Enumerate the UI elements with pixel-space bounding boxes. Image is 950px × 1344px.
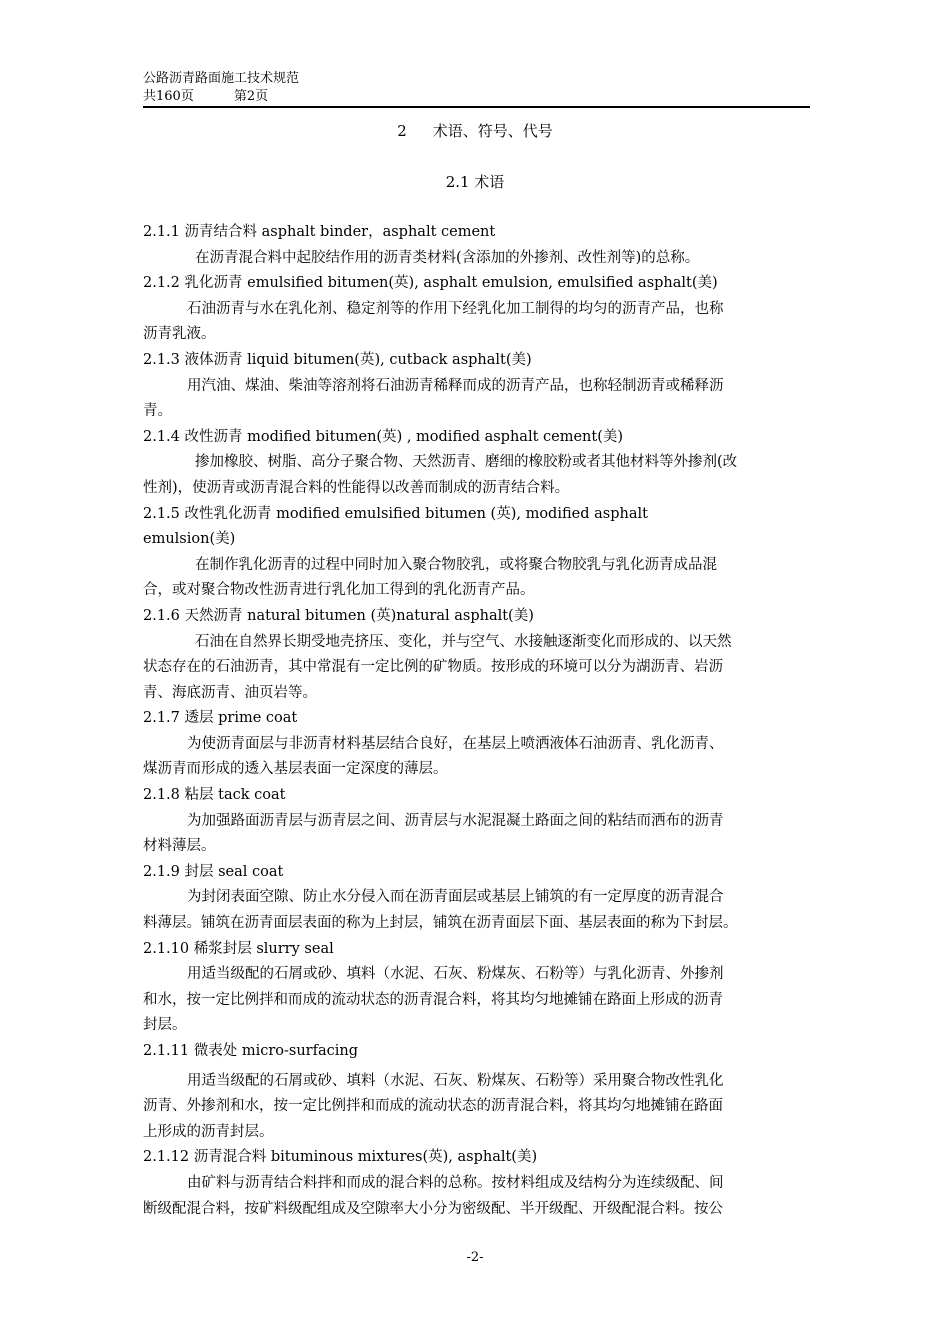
term-heading: 2.1.2 乳化沥青 emulsified bitumen(英), asphalt emulsion, emulsified asphalt(美) <box>143 275 718 292</box>
chapter-number: 2 <box>397 122 407 140</box>
running-header-pages <box>143 89 268 105</box>
term-heading: 2.1.11 微表处 micro-surfacing <box>143 1043 359 1059</box>
term-heading: 2.1.8 粘层 tack coat <box>143 787 286 804</box>
current-page: 第2页 <box>233 89 269 104</box>
definition-line: 青、海底沥青、油页岩等。 <box>143 684 317 701</box>
term-heading: 2.1.7 透层 prime coat <box>143 710 298 727</box>
definition-line: 由矿料与沥青结合料拌和而成的混合料的总称。按材料组成及结构分为连续级配、间 <box>187 1174 724 1191</box>
term-heading: 2.1.12 沥青混合料 bituminous mixtures(英), asphalt(美) <box>143 1149 538 1166</box>
definition-line: 性剂)，使沥青或沥青混合料的性能得以改善而制成的沥青结合料。 <box>143 479 570 496</box>
definition-line: 材料薄层。 <box>143 838 216 855</box>
header-rule <box>143 106 810 108</box>
definition-line: 为加强路面沥青层与沥青层之间、沥青层与水泥混凝土路面之间的粘结而洒布的沥青 <box>187 812 724 829</box>
total-pages: 共160页 <box>143 89 194 104</box>
term-heading: 2.1.9 封层 seal coat <box>143 863 284 880</box>
section-heading: 2.1 术语 <box>445 173 505 191</box>
term-heading: 2.1.3 液体沥青 liquid bitumen(英), cutback asphalt(美) <box>143 351 532 368</box>
term-heading: 2.1.5 改性乳化沥青 modified emulsified bitumen (英), modified asphalt <box>143 505 648 522</box>
definition-line: 在沥青混合料中起胶结作用的沥青类材料(含添加的外掺剂、改性剂等)的总称。 <box>195 249 700 266</box>
definition-line: 为使沥青面层与非沥青材料基层结合良好，在基层上喷洒液体石油沥青、乳化沥青、 <box>187 735 724 752</box>
definition-line: 断级配混合料，按矿料级配组成及空隙率大小分为密级配、半开级配、开级配混合料。按公 <box>143 1200 723 1217</box>
chapter-heading <box>0 121 950 141</box>
definition-line: 石油沥青与水在乳化剂、稳定剂等的作用下经乳化加工制得的均匀的沥青产品，也称 <box>187 300 724 317</box>
term-heading: 2.1.10 稀浆封层 slurry seal <box>143 940 334 957</box>
definition-line: 用适当级配的石屑或砂、填料（水泥、石灰、粉煤灰、石粉等）与乳化沥青、外掺剂 <box>187 966 724 983</box>
definition-line: 封层。 <box>143 1017 187 1034</box>
definition-line: 为封闭表面空隙、防止水分侵入而在沥青面层或基层上铺筑的有一定厚度的沥青混合 <box>187 889 724 906</box>
definition-line: 上形成的沥青封层。 <box>143 1123 274 1140</box>
document-body <box>143 220 810 1222</box>
page-number-footer: -2- <box>466 1250 484 1265</box>
definition-line: 青。 <box>143 403 172 420</box>
term-heading: 2.1.6 天然沥青 natural bitumen (英)natural asphalt(美) <box>143 607 534 624</box>
definition-line: 合，或对聚合物改性沥青进行乳化加工得到的乳化沥青产品。 <box>143 582 535 599</box>
definition-line: 沥青、外掺剂和水，按一定比例拌和而成的流动状态的沥青混合料，将其均匀地摊铺在路面 <box>143 1098 723 1115</box>
definition-line: 石油在自然界长期受地壳挤压、变化，并与空气、水接触逐渐变化而形成的、以天然 <box>195 633 732 650</box>
definition-line: 沥青乳液。 <box>143 326 216 343</box>
definition-line: 用适当级配的石屑或砂、填料（水泥、石灰、粉煤灰、石粉等）采用聚合物改性乳化 <box>187 1072 724 1089</box>
definition-line: 状态存在的石油沥青，其中常混有一定比例的矿物质。按形成的环境可以分为湖沥青、岩沥 <box>143 659 723 676</box>
chapter-title: 术语、符号、代号 <box>432 122 553 140</box>
term-heading: 2.1.4 改性沥青 modified bitumen(英) , modified asphalt cement(美) <box>143 428 624 445</box>
definition-line: 料薄层。铺筑在沥青面层表面的称为上封层，铺筑在沥青面层下面、基层表面的称为下封层。 <box>143 915 738 932</box>
definition-line: 掺加橡胶、树脂、高分子聚合物、天然沥青、磨细的橡胶粉或者其他材料等外掺剂(改 <box>195 454 738 471</box>
term-heading: 2.1.1 沥青结合料 asphalt binder，asphalt cement <box>143 224 496 240</box>
definition-line: 在制作乳化沥青的过程中同时加入聚合物胶乳，或将聚合物胶乳与乳化沥青成品混 <box>195 556 717 573</box>
definition-line: 和水，按一定比例拌和而成的流动状态的沥青混合料，将其均匀地摊铺在路面上形成的沥青 <box>143 991 723 1008</box>
definition-line: 用汽油、煤油、柴油等溶剂将石油沥青稀释而成的沥青产品，也称轻制沥青或稀释沥 <box>187 377 724 394</box>
term-heading-continued: emulsion(美) <box>143 531 236 548</box>
running-header-title: 公路沥青路面施工技术规范 <box>143 71 300 86</box>
definition-line: 煤沥青而形成的透入基层表面一定深度的薄层。 <box>143 761 448 778</box>
